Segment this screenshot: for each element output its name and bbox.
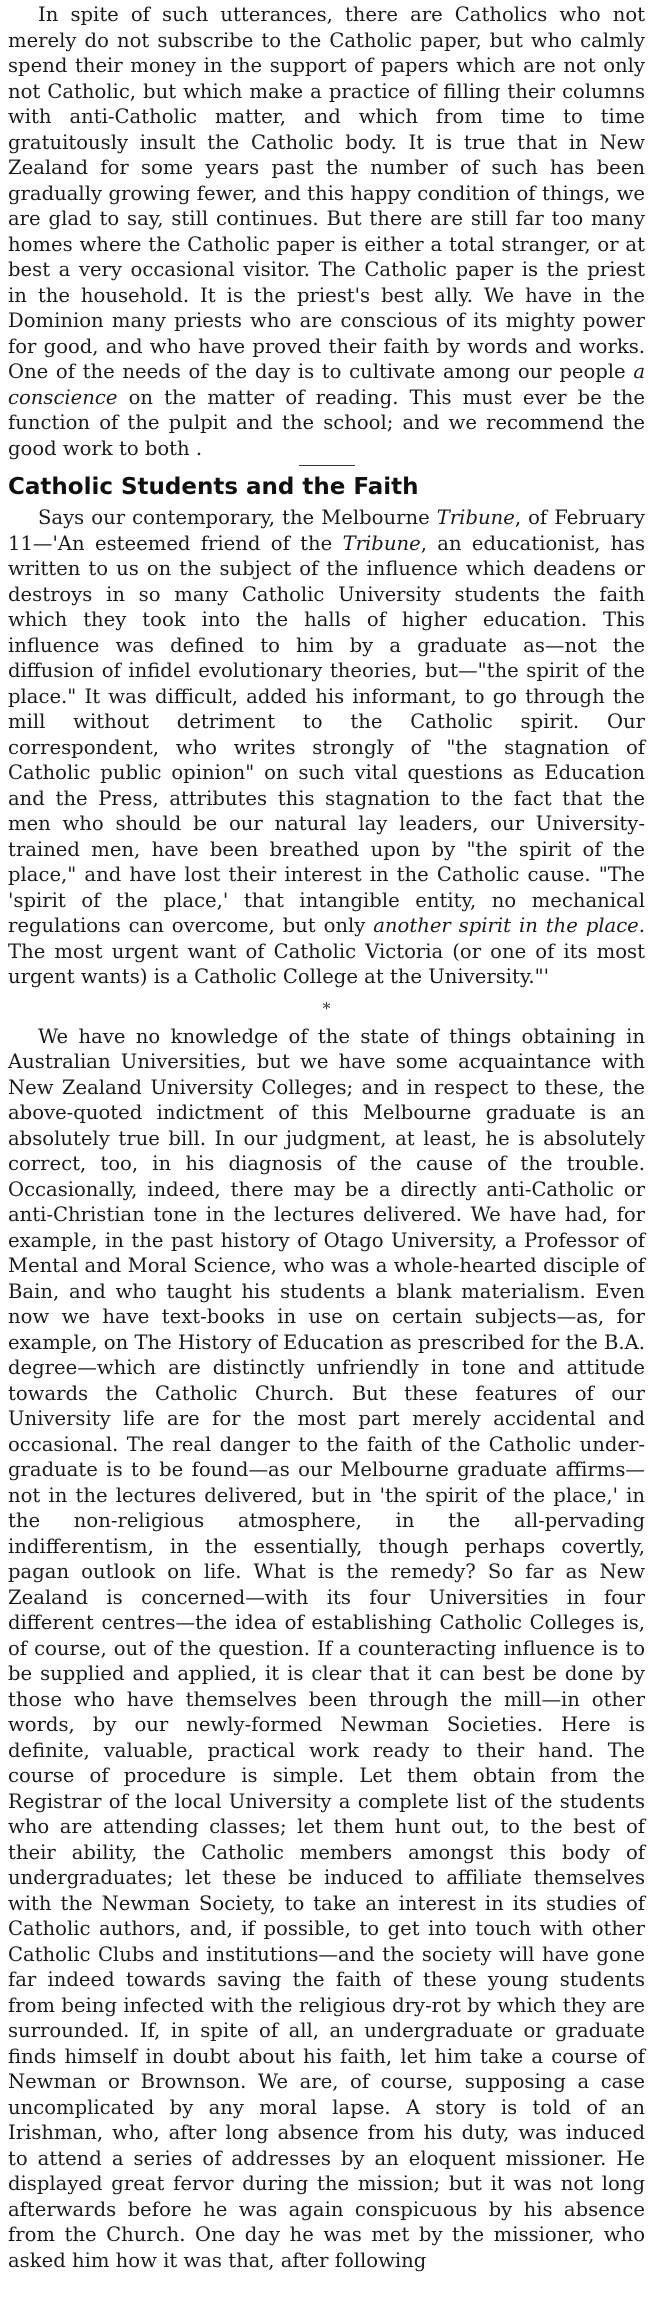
asterisk-separator: * bbox=[322, 998, 331, 1018]
quote-text-end: The most urgent want of Catholic Victoria (or one of its most urgent wants) is a Catholic College at the University."' bbox=[8, 939, 645, 988]
quote-emphasis-tribune-2: Tribune bbox=[342, 531, 421, 555]
section-divider bbox=[299, 465, 355, 466]
intro-paragraph bbox=[8, 2, 645, 461]
quote-text-mid-1: , of February 11—'An esteemed friend of the bbox=[8, 506, 645, 555]
section-heading: Catholic Students and the Faith bbox=[8, 474, 419, 500]
quote-paragraph bbox=[8, 505, 645, 990]
intro-emphasis: a conscience bbox=[8, 360, 645, 409]
intro-text: In spite of such utterances, there are Catholics who not merely do not subscribe to the Catholic paper, but who calmly spend their money in the support of papers which are not only not Catholic, but which make a practice of filling their columns with anti-Catholic matter, and which from time to time gratuitously insult the Catholic body. It is true that in New Zealand for some years past the number of such has been gradually growing fewer, and this happy condition of things, we are glad to say, still continues. But there are still far too many homes where the Catholic paper is either a total stranger, or at best a very occasional visitor. The Catholic paper is the priest in the household. It is the priest's best ally. We have in the Dominion many priests who are conscious of its mighty power for good, and who have proved their faith by words and works. One of the needs of the day is to cultivate among our people bbox=[8, 3, 645, 383]
quote-emphasis-spirit: another spirit in the place. bbox=[373, 914, 645, 937]
quote-text-mid-2: , an educationist, has written to us on the subject of the influence which deadens or destroys in so many Catholic University students the faith which they took into the halls of higher education. This influence was defined to him by a graduate as—not the diffusion of infidel evolutionary theories, but—"the spirit of the place." It was difficult, added his informant, to go through the mill without detriment to the Catholic spirit. Our correspondent, who writes strongly of "the stagnation of Catholic public opinion" on such vital questions as Education and the Press, attributes this stagnation to the fact that the men who should be our natural lay leaders, our University-trained men, have been breathed upon by "the spirit of the place," and have lost their interest in the Catholic cause. "The 'spirit of the place,' that intangible entity, no mechanical regulations can overcome, but only bbox=[8, 531, 645, 937]
quote-emphasis-tribune-1: Tribune bbox=[436, 506, 515, 529]
quote-text-start: Says our contemporary, the Melbourne bbox=[38, 506, 430, 529]
intro-text-end: on the matter of reading. This must ever be the function of the pulpit and the school; and we recommend the good work to both . bbox=[8, 385, 645, 460]
body-paragraph: We have no knowledge of the state of things obtaining in Australian Universities, but we have some acquaintance with New Zealand University Colleges; and in respect to these, the above-quoted indictment of this Melbourne graduate is an absolutely true bill. In our judgment, at least, he is absolutely correct, too, in his diagnosis of the cause of the trouble. Occasionally, indeed, there may be a directly anti-Catholic or anti-Christian tone in the lectures delivered. We have had, for example, in the past history of Otago University, a Professor of Mental and Moral Science, who was a whole-hearted disciple of Bain, and who taught his students a blank materialism. Even now we have text-books in use on certain subjects—as, for example, on The History of Education as prescribed for the B.A. degree—which are distinctly unfriendly in tone and attitude towards the Catholic Church. But these features of our University life are for the most part merely accidental and occasional. The real danger to the faith of the Catholic under-graduate is to be found—as our Melbourne graduate affirms—not in the lectures delivered, but in 'the spirit of the place,' in the non-religious atmosphere, in the all-pervading indifferentism, in the essentially, though perhaps covertly, pagan outlook on life. What is the remedy? So far as New Zealand is concerned—with its four Universities in four different centres—the idea of establishing Catholic Colleges is, of course, out of the question. If a counteracting influence is to be supplied and applied, it is clear that it can best be done by those who have themselves been through the mill—in other words, by our newly-formed Newman Societies. Here is definite, valuable, practical work ready to their hand. The course of procedure is simple. Let them obtain from the Registrar of the local University a complete list of the students who are attending classes; let them hunt out, to the best of their ability, the Catholic members amongst this body of undergraduates; let these be induced to affiliate themselves with the Newman Society, to take an interest in its studies of Catholic authors, and, if possible, to get into touch with other Catholic Clubs and institutions—and the society will have gone far indeed towards saving the faith of these young students from being infected with the religious dry-rot by which they are surrounded. If, in spite of all, an undergraduate or graduate finds himself in doubt about his faith, let him take a course of Newman or Brownson. We are, of course, supposing a case uncomplicated by any moral lapse. A story is told of an Irishman, who, after long absence from his duty, was induced to attend a series of addresses by an eloquent missioner. He displayed great fervor during the mission; but it was not long afterwards before he was again conspicuous by his absence from the Church. One day he was met by the missioner, who asked him how it was that, after following bbox=[8, 1024, 645, 2272]
